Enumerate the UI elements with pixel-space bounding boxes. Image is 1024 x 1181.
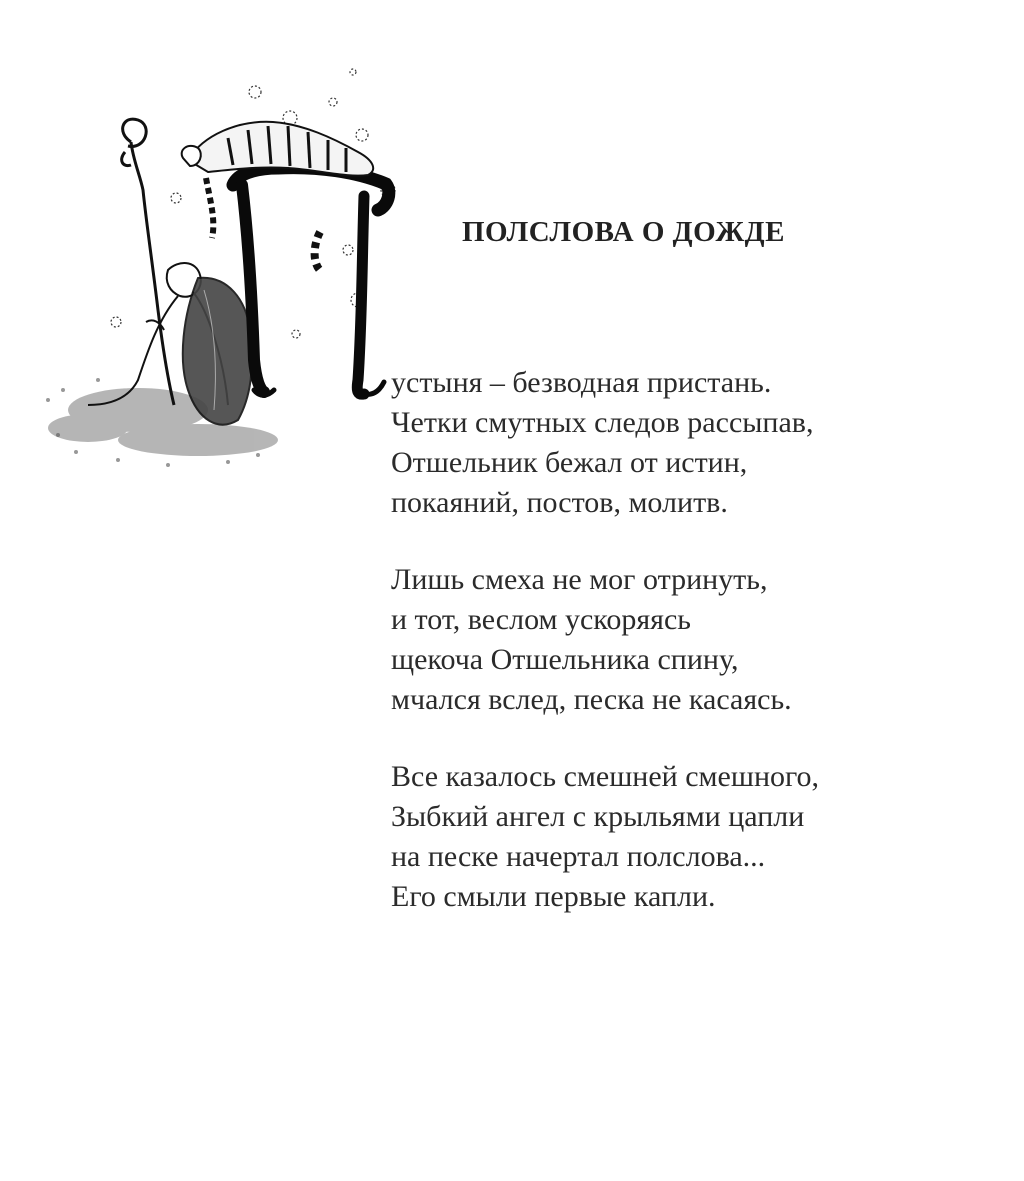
dropcap-letter-p [233,168,389,396]
poem-line: Все казалось смешней смешного, [391,760,820,793]
poem-line: и тот, веслом ускоряясь [391,603,691,636]
stanza-1 [391,363,813,523]
hermit-staff [122,119,174,405]
poem-title: ПОЛСЛОВА О ДОЖДЕ [462,216,785,248]
tiger-figure [182,122,374,272]
stanza-2 [391,560,792,720]
poem-line: Его смыли первые капли. [391,880,716,913]
stanza-3 [391,757,819,917]
dropcap-illustration [28,60,428,490]
poem-line: на песке начертал полслова... [391,840,766,873]
poem-line: Четки смутных следов рассыпав, [391,406,814,439]
poem-line: Зыбкий ангел с крыльями цапли [391,800,805,833]
poem-line: Отшельник бежал от истин, [391,446,748,479]
poem-line: мчался вслед, песка не касаясь. [391,683,792,716]
poem-line: Лишь смеха не мог отринуть, [391,563,768,596]
poem-line: устыня – безводная пристань. [391,366,772,399]
poem-line: щекоча Отшельника спину, [391,643,739,676]
poem-line: покаяний, постов, молитв. [391,486,728,519]
